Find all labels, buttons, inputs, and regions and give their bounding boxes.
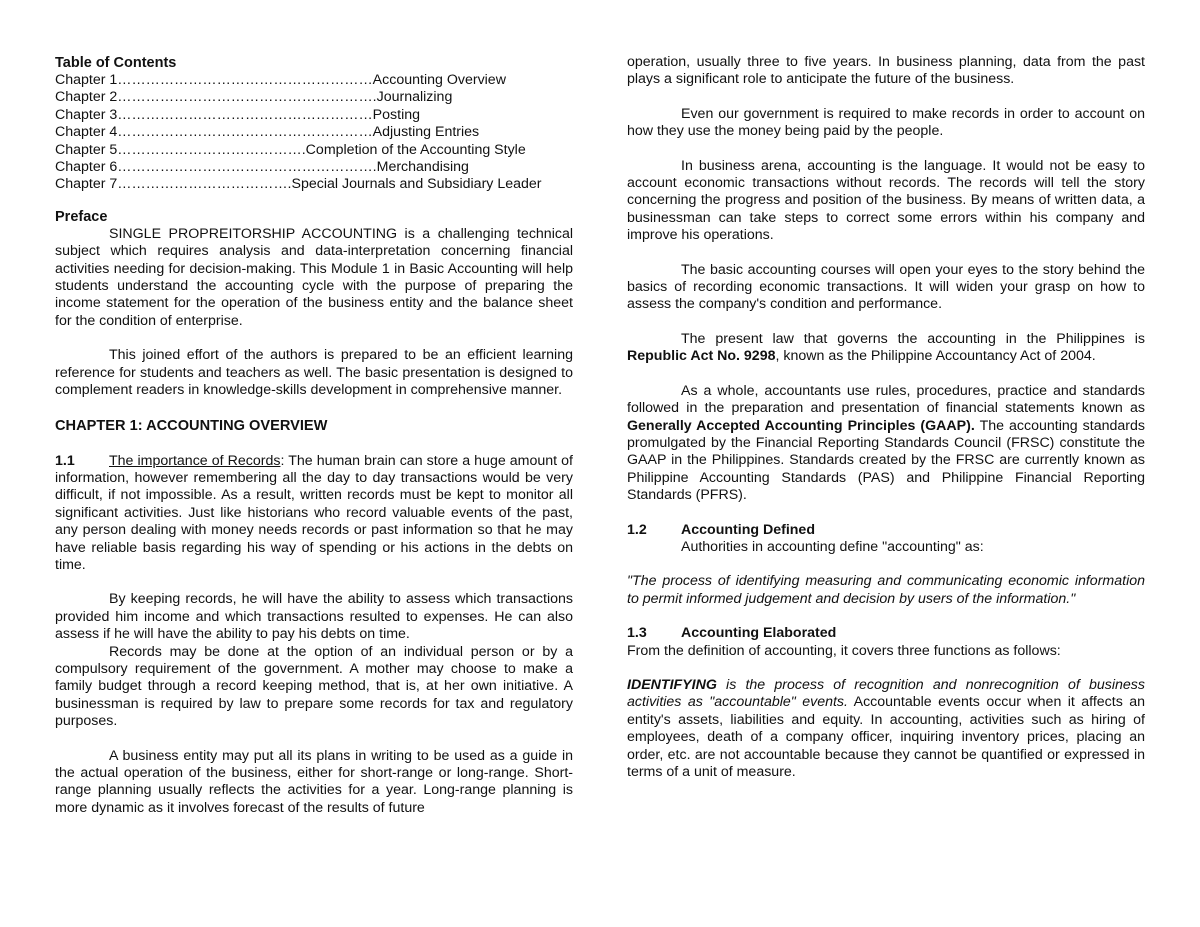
- law-name: Republic Act No. 9298: [627, 348, 776, 365]
- identifying-definition: is the process of recognition and nonrecognition of business activities as "accountable" events.: [627, 676, 1145, 711]
- identifying-paragraph: [627, 677, 1145, 781]
- section-title: The importance of Records: [109, 452, 281, 469]
- toc-entry: Chapter 4………………………………………………Adjusting Entries: [55, 124, 480, 141]
- section-text: : The human brain can store a huge amount of information, however remembering all the day to day transactions would be very difficult, if not impossible. As a result, written records must be kept to monitor all significant activities. Just like historians who record valuable events of the past, any person dealing with money needs records or past information so that he may have reliable basis regarding his way of spending or his actions in the debts on time.: [55, 452, 573, 573]
- toc-entry: Chapter 2……………………………………………….Journalizing: [55, 89, 453, 106]
- gaap-text: The accounting standards promulgated by the Financial Reporting Standards Council (FRSC) constitute the GAAP in the Philippines. Standards created by the FRSC are currently known as Philippine Accounting Standards (PAS) and Philippine Financial Reporting Standards (PFRS).: [627, 417, 1145, 504]
- identifying-text: Accountable events occur when it affects an entity's assets, liabilities and equity. In accounting, activities such as hiring of employees, death of a company officer, inquiring inventory prices, placing an order, etc. are not accountable because they cannot be quantified or expressed in terms of a unit of measure.: [627, 694, 1146, 780]
- law-text: The present law that governs the accounting in the Philippines is: [681, 330, 1145, 347]
- toc-entry: Chapter 6……………………………………………….Merchandising: [55, 159, 469, 176]
- body-paragraph: operation, usually three to five years. In business planning, data from the past plays a significant role to anticipate the future of the business.: [627, 54, 1145, 88]
- body-paragraph: By keeping records, he will have the ability to assess which transactions provided him income and which transactions resulted to expenses. He can also assess if he will have the ability to pay his debts on time.: [55, 591, 573, 643]
- preface-paragraph: SINGLE PROPREITORSHIP ACCOUNTING is a challenging technical subject which requires analysis and data-interpretation concerning financial activities needing for decision-making. This Module 1 in Basic Accounting will help students understand the accounting cycle with the purpose of preparing the income statement for the operation of the business entity and the balance sheet for the condition of enterprise.: [55, 225, 573, 329]
- law-text: , known as the Philippine Accountancy Act of 2004.: [775, 348, 1096, 365]
- gaap-term: Generally Accepted Accounting Principles (GAAP).: [627, 417, 975, 434]
- left-column: [55, 54, 573, 817]
- body-paragraph: Authorities in accounting define "accounting" as:: [681, 538, 984, 555]
- toc-title: Table of Contents: [55, 55, 177, 71]
- body-paragraph: From the definition of accounting, it covers three functions as follows:: [627, 642, 1061, 659]
- gaap-text: As a whole, accountants use rules, procedures, practice and standards followed in the preparation and presentation of financial statements known as: [627, 382, 1145, 417]
- chapter-heading: CHAPTER 1: ACCOUNTING OVERVIEW: [55, 417, 328, 434]
- section-number: 1.1: [55, 452, 75, 469]
- law-paragraph: [627, 331, 1145, 366]
- section-1-2-heading: [627, 522, 1145, 539]
- gaap-paragraph: [627, 383, 1145, 505]
- body-paragraph: The basic accounting courses will open your eyes to the story behind the basics of recording economic transactions. It will widen your grasp on how to assess the company's condition and performance.: [627, 261, 1145, 313]
- toc-entry: Chapter 1………………………………………………Accounting Overview: [55, 72, 506, 88]
- body-paragraph: Even our government is required to make records in order to account on how they use the money being paid by the people.: [627, 105, 1145, 140]
- body-paragraph: Records may be done at the option of an individual person or by a compulsory requirement of the government. A mother may choose to make a family budget through a record keeping method, that is, at her own initiative. A businessman is required by law to prepare some records for tax and regulatory purposes.: [55, 643, 573, 730]
- toc-entry: Chapter 7……………………………….Special Journals and Subsidiary Leader: [55, 176, 542, 193]
- section-1-1-paragraph: [55, 453, 573, 575]
- body-paragraph: A business entity may put all its plans in writing to be used as a guide in the actual operation of the business, either for short-range or long-range. Short-range planning usually reflects the activities for a year. Long-range planning is more dynamic as it involves forecast of the results of future: [55, 747, 573, 816]
- section-1-3-heading: [627, 625, 1145, 642]
- right-column: [627, 54, 1145, 781]
- definition-quote: "The process of identifying measuring and communicating economic information to permit informed judgement and decision by users of the information.": [627, 573, 1145, 607]
- section-number: 1.3: [627, 625, 647, 642]
- section-number: 1.2: [627, 521, 647, 538]
- identifying-term: IDENTIFYING: [627, 676, 717, 693]
- preface-title: Preface: [55, 208, 108, 225]
- preface-paragraph: This joined effort of the authors is prepared to be an efficient learning reference for students and teachers as well. The basic presentation is designed to complement readers in knowledge-skills development in comprehensive manner.: [55, 347, 573, 399]
- toc-entry: Chapter 3………………………………………………Posting: [55, 106, 421, 123]
- section-title: Accounting Defined: [681, 521, 815, 538]
- body-paragraph: In business arena, accounting is the language. It would not be easy to account economic transactions without records. The records will tell the story concerning the progress and position of the business. By means of written data, a businessman can take steps to correct some errors within his company and improve his operations.: [627, 157, 1145, 244]
- toc-entry: Chapter 5………………………………….Completion of the Accounting Style: [55, 141, 526, 158]
- section-title: Accounting Elaborated: [681, 625, 837, 642]
